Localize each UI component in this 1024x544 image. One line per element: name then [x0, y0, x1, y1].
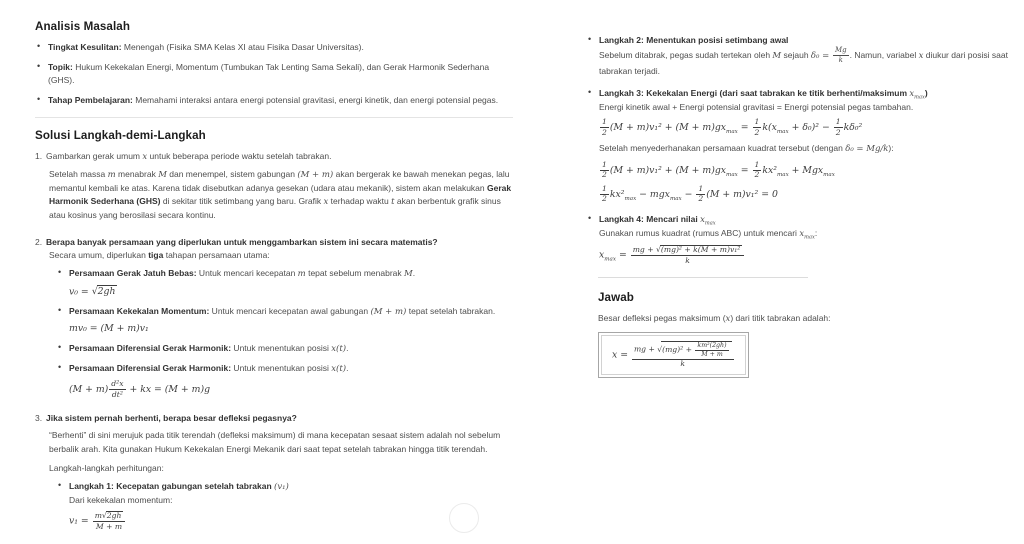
right-column [586, 34, 1018, 378]
formula-energi-2: $\frac{1}{2}$ $(M + m)v_1^2 + (M + m)gx_{max}$ = $\frac{1}{2}$ $kx^2_{max} + Mgx_{max}$ [602, 159, 835, 180]
langkah-2-bullet [586, 34, 1018, 78]
scroll-button-partial[interactable] [449, 503, 479, 533]
jawab-divider [598, 277, 808, 278]
bullet-subtext: Dari kekekalan momentum: [69, 495, 173, 506]
analisis-bullet-topik [35, 61, 513, 87]
bullet-text: • Persamaan Diferensial Gerak Harmonik: Untuk menentukan posisi x(t). [69, 342, 349, 354]
jawab-line: Besar defleksi pegas maksimum (x) dari titik tabrakan adalah: [598, 313, 831, 325]
item-paragraph: Setelah massa m menabrak M dan menempel, sistem gabungan (M + m) akan bergerak ke bawah menekan pegas, lalu memantul kembali ke atas. Karena tidak disebutkan adanya gesekan (udara atau mekanik), sistem akan melakukan Gerak Harmonik Sederhana (GHS) di sekitar titik setimbang yang baru. Grafik x terhadap waktu t akan berbentuk grafik sinus atau kosinus yang berosilasi secara kontinu. [49, 168, 512, 221]
equation-bullet-momentum [56, 305, 513, 336]
jawab-title: Jawab [598, 291, 634, 305]
solusi-item-3 [35, 412, 513, 537]
step-label: • Langkah 4: Mencari nilai $x_{max}$ [599, 213, 716, 227]
equation-bullet-jatuh-bebas [56, 267, 513, 299]
formula-xmax: $x_{max}$ = $\frac{\text{mg + √(mg)² + k(M + m)v₁²}}{k}$ [599, 245, 1018, 265]
formula-v0: v₀ = √2gh [69, 286, 116, 298]
answer-formula: x = mg + √(mg)² + $\frac{\text{km²(2gh)}}{M + m}$ k [612, 341, 735, 369]
item-number: 2. [35, 236, 43, 247]
equations-list [56, 267, 513, 399]
solusi-item-1 [35, 150, 513, 229]
steps-list [586, 34, 1018, 265]
step-label: • Langkah 3: Kekekalan Energi (dari saat tabrakan ke titik berhenti/maksimum $x_{max}$) [599, 87, 928, 101]
step-label: • Langkah 2: Menentukan posisi setimbang awal [599, 35, 789, 45]
formula-momentum: mv₀ = (M + m)v₁ [69, 323, 149, 335]
step-body: Energi kinetik awal + Energi potensial gravitasi = Energi potensial pegas tambahan. [599, 102, 914, 113]
bullet-text: • Persamaan Diferensial Gerak Harmonik: Untuk menentukan posisi x(t). [69, 362, 349, 374]
bullet-text: • Persamaan Gerak Jatuh Bebas: Untuk mencari kecepatan m tepat sebelum menabrak M. [69, 267, 416, 279]
formula-diferensial: (M + m) $\frac{\text{d²x}}{\text{dt²}}$ + kx = (M + m)g [69, 379, 211, 399]
langkah-1-bullet [56, 480, 513, 531]
formula-energi-3: $\frac{1}{2}$ $kx^2_{max} - mgx_{max}$ − $\frac{1}{2}$ (M + m)v₁² = 0 [602, 183, 778, 204]
answer-box [598, 332, 749, 378]
equation-bullet-diferensial-1 [56, 342, 513, 356]
formula-energi-1: $\frac{1}{2}$ $(M + m)v_1^2 + (M + m)gx_{max}$ = $\frac{1}{2}$ $k(x_{max} + \delta_0)^2$ − $\frac{1}{2}$ kδ₀² [602, 117, 863, 137]
step-body: Gunakan rumus kuadrat (rumus ABC) untuk mencari $x_{max}$: [599, 227, 818, 241]
jawab-section [586, 277, 1018, 378]
bullet-text: Topik: Hukum Kekekalan Energi, Momentum (Tumbukan Tak Lenting Sama Sekali), dan Gerak Harmonik Sederhana (GHS). [48, 61, 490, 85]
langkah-3-bullet [586, 87, 1018, 204]
item-number: 1. [35, 150, 43, 161]
item-number: 3. [35, 413, 43, 424]
left-column [35, 20, 513, 544]
step-body: Sebelum ditabrak, pegas sudah tertekan oleh M sejauh δ₀ = $\frac{Mg}{k}$ . Namun, variabel x diukur dari posisi saat tabrakan terjadi. [599, 46, 1008, 76]
langkah-list [56, 480, 513, 531]
answer-box-inner [601, 335, 746, 375]
bullet-text: Tingkat Kesulitan: Menengah (Fisika SMA Kelas XI atau Fisika Dasar Universitas). [48, 42, 364, 52]
langkah-4-bullet [586, 213, 1018, 265]
item-paragraph: “Berhenti” di sini merujuk pada titik terendah (defleksi maksimum) di mana kecepatan sesaat sistem adalah nol sebelum berbalik arah. Kita gunakan Hukum Kekekalan Energi Mekanik dari saat tepat setelah tabrakan hingga titik terendah. [49, 430, 501, 454]
analisis-list [35, 41, 513, 107]
analisis-title: Analisis Masalah [35, 20, 131, 33]
item-intro: Secara umum, diperlukan tiga tahapan persamaan utama: [49, 249, 270, 260]
step-mid-text: Setelah menyederhanakan persamaan kuadrat tersebut (dengan δ₀ = Mg/k): [599, 143, 894, 155]
item-line: Langkah-langkah perhitungan: [49, 462, 164, 473]
solusi-item-2 [35, 236, 513, 406]
section-divider [35, 117, 513, 118]
bullet-text: Tahap Pembelajaran: Memahami interaksi antara energi potensial gravitasi, energi kinetik, dan energi potensial pegas. [48, 94, 499, 105]
item-title: Berapa banyak persamaan yang diperlukan untuk menggambarkan sistem ini secara matematis? [46, 236, 438, 247]
item-title: Jika sistem pernah berhenti, berapa besar defleksi pegasnya? [46, 413, 297, 424]
bullet-text: • Langkah 1: Kecepatan gabungan setelah tabrakan (v₁) [69, 480, 289, 492]
bullet-text: • Persamaan Kekekalan Momentum: Untuk mencari kecepatan awal gabungan (M + m) tepat setelah tabrakan. [69, 306, 496, 318]
equation-bullet-diferensial-2 [56, 362, 513, 399]
analisis-bullet-tahap [35, 94, 513, 107]
formula-v1: v₁ = $\frac{m√2gh}{M + m}$ [69, 511, 513, 531]
solusi-title: Solusi Langkah-demi-Langkah [35, 128, 206, 142]
item-title: Gambarkan gerak umum x untuk beberapa periode waktu setelah tabrakan. [46, 150, 332, 162]
analisis-bullet-tingkat [35, 41, 513, 54]
